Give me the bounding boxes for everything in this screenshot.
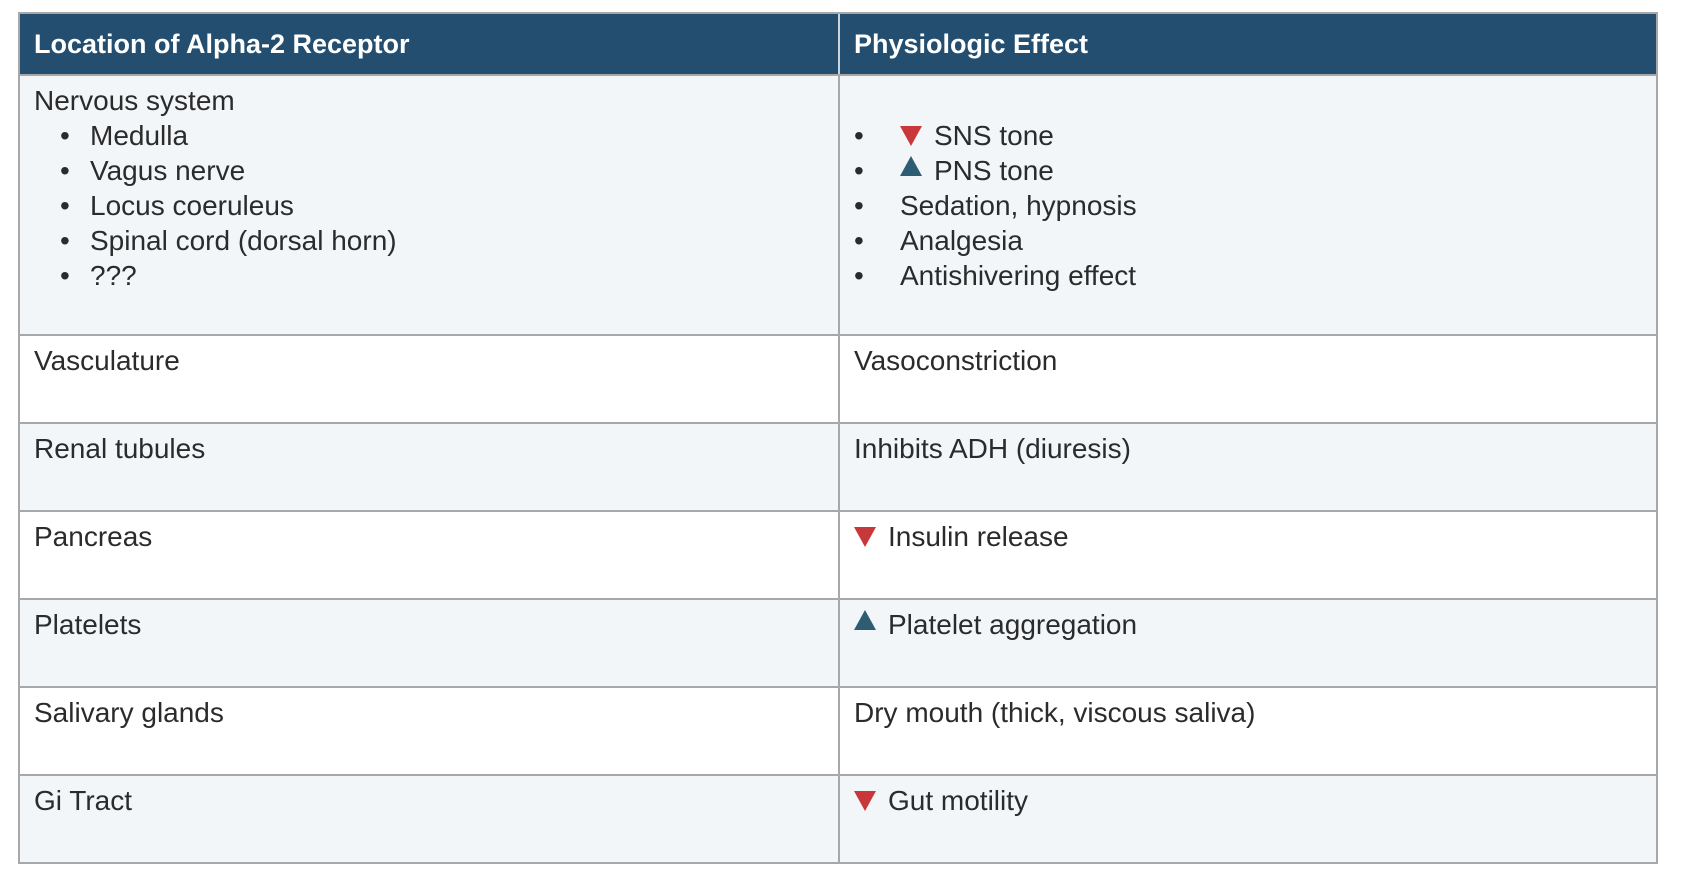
increase-arrow-icon	[900, 156, 922, 176]
list-item: • ???	[34, 258, 824, 293]
decrease-arrow-icon	[900, 126, 922, 146]
nervous-locations-list	[34, 118, 824, 293]
increase-arrow-icon	[854, 610, 876, 630]
decrease-arrow-icon	[854, 527, 876, 547]
table-row	[20, 334, 1656, 422]
nervous-effects-list	[854, 118, 1642, 293]
effect-cell: Inhibits ADH (diuresis)	[838, 424, 1656, 510]
list-item: • Sedation, hypnosis	[854, 188, 1642, 223]
table-row	[20, 774, 1656, 862]
location-cell: Vasculature	[34, 345, 180, 376]
alpha2-receptor-table	[18, 12, 1658, 864]
location-cell: Platelets	[34, 609, 142, 640]
effect-cell: Vasoconstriction	[838, 336, 1656, 422]
decrease-arrow-icon	[854, 791, 876, 811]
list-item: • SNS tone	[854, 118, 1642, 153]
header-effect: Physiologic Effect	[838, 14, 1656, 74]
nervous-location-cell	[20, 76, 838, 334]
effect-cell: Gut motility	[838, 776, 1656, 862]
list-item: • Medulla	[34, 118, 824, 153]
location-cell: Salivary glands	[34, 697, 224, 728]
effect-cell: Platelet aggregation	[838, 600, 1656, 686]
list-item: • Analgesia	[854, 223, 1642, 258]
location-cell: Gi Tract	[34, 785, 133, 816]
table-row	[20, 422, 1656, 510]
list-item: • PNS tone	[854, 153, 1642, 188]
table-row-nervous-system	[20, 74, 1656, 334]
table-header-row	[20, 14, 1656, 74]
location-cell: Renal tubules	[34, 433, 206, 464]
effect-cell: Dry mouth (thick, viscous saliva)	[838, 688, 1656, 774]
nervous-effect-cell	[838, 76, 1656, 334]
header-location: Location of Alpha-2 Receptor	[34, 29, 410, 59]
location-cell: Pancreas	[34, 521, 153, 552]
nervous-system-title: Nervous system	[34, 85, 235, 116]
list-item: • Vagus nerve	[34, 153, 824, 188]
table-row	[20, 686, 1656, 774]
list-item: • Antishivering effect	[854, 258, 1642, 293]
list-item: • Spinal cord (dorsal horn)	[34, 223, 824, 258]
table-row	[20, 510, 1656, 598]
list-item: • Locus coeruleus	[34, 188, 824, 223]
effect-cell: Insulin release	[838, 512, 1656, 598]
table-row	[20, 598, 1656, 686]
